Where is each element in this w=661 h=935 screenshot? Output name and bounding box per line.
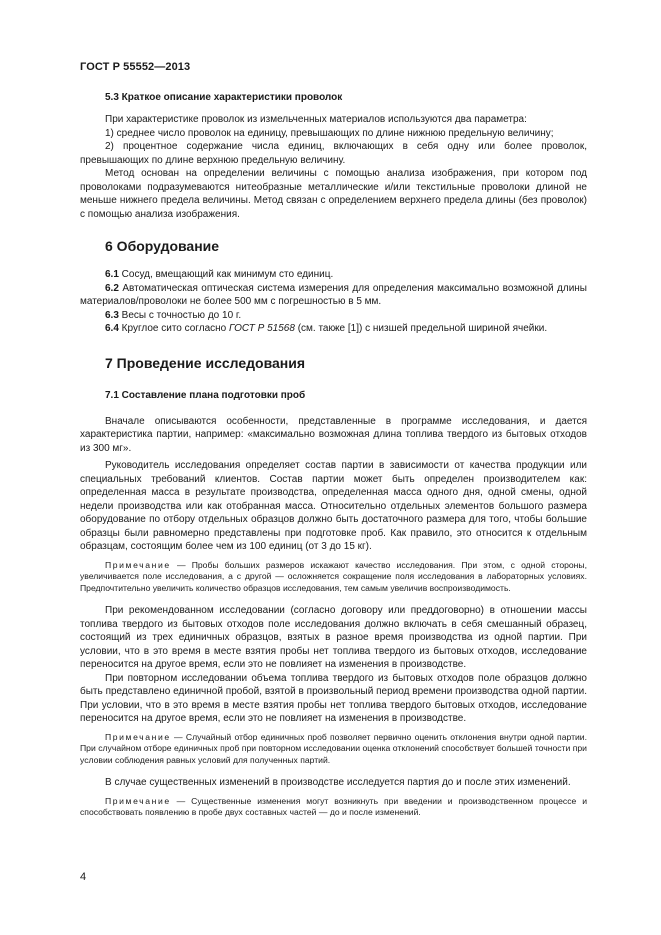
list-item: 2) процентное содержание числа единиц, включающих в себя одну или более проволок, превышающих по длине верхнюю предельную величину. bbox=[80, 141, 587, 166]
section-heading-7: 7 Проведение исследования bbox=[105, 354, 306, 371]
note: Примечание — Существенные изменения могут возникнуть при введении и производственном процессе и способствовать появлению в пробе двух составных частей — до и после изменений. bbox=[80, 795, 587, 817]
note: Примечание — Пробы больших размеров искажают качество исследования. При этом, с одной стороны, увеличивается поле исследования, а с другой — осложняется сокращение поля исследования в лабораторных условиях. Предпочтительно увеличить количество образцов исследования, тем самым увеличив воспроизводимость. bbox=[80, 559, 587, 593]
equipment-item: 6.3 Весы с точностью до 10 г. bbox=[105, 309, 242, 321]
page-content bbox=[80, 91, 587, 819]
paragraph: Вначале описываются особенности, представленные в программе исследования, и дается характеристика партии, например: «максимально возможная длина топлива твердого из бытовых отходов из 300 мг». bbox=[80, 415, 587, 454]
subsection-heading-7-1: 7.1 Составление плана подготовки проб bbox=[105, 389, 306, 401]
equipment-item: 6.1 Сосуд, вмещающий как минимум сто единиц. bbox=[105, 269, 334, 280]
note: Примечание — Случайный отбор единичных проб позволяет первично оценить отклонения внутри одной партии. При случайном отборе единичных проб при повторном исследовании оценка отклонений способствует большей точности при условии соблюдения равных условий для полученных партий. bbox=[80, 731, 587, 765]
paragraph: Руководитель исследования определяет состав партии в зависимости от качества продукции или специальных требований клиентов. Состав партии может быть определен производителем как: определенная масса в результате производства, определенная масса одного дня, одной смены, одной недели производства или как отобранная масса. Относительно отдельных элементов большого размера оборудование по отбору отдельных образцов должно быть достаточного размера для того, чтобы большие образцы были равномерно представлены при подготовке проб. Как правило, это относится к отдельным образцам, состоящим более чем из 100 единиц (от 3 до 15 кг). bbox=[80, 460, 587, 552]
equipment-item: 6.4 Круглое сито согласно ГОСТ Р 51568 (см. также [1]) с низшей предельной шириной ячейки. bbox=[105, 323, 548, 334]
standard-reference: ГОСТ Р 51568 bbox=[229, 323, 295, 334]
list-item: 1) среднее число проволок на единицу, превышающих по длине нижнюю предельную величину; bbox=[105, 127, 554, 139]
equipment-item: 6.2 Автоматическая оптическая система измерения для определения максимально возможной длины материалов/проволоки не более 500 мм с погрешностью в 5 мм. bbox=[80, 282, 587, 307]
subsection-heading-5-3: 5.3 Краткое описание характеристики проволок bbox=[105, 92, 343, 103]
paragraph: При характеристике проволок из измельченных материалов используются два параметра: bbox=[105, 114, 527, 125]
document-header: ГОСТ Р 55552—2013 bbox=[80, 61, 191, 73]
paragraph: В случае существенных изменений в производстве исследуется партия до и после этих изменений. bbox=[105, 777, 571, 788]
paragraph: При повторном исследовании объема топлива твердого из бытовых отходов поле образцов должно быть представлено единичной пробой, взятой в произвольный период времени производства одной партии. При условии, что в это время в месте взятия пробы нет топлива твердого бытовых отходов, исследование переносится на другое время, если это не повлияет на изменения в производстве. bbox=[80, 672, 587, 724]
section-heading-6: 6 Оборудование bbox=[105, 238, 220, 254]
paragraph: При рекомендованном исследовании (согласно договору или преддоговорно) в отношении массы топлива твердого из бытовых отходов поле исследования должно включать в себя смешанный образец, состоящий из трех единичных образцов, взятых в разное время производства из одной партии. При условии, что в это время в месте взятия пробы нет топлива твердого из бытовых отходов, исследование переносится на другое время, если это не повлияет на изменения в производстве. bbox=[80, 605, 587, 670]
page-number: 4 bbox=[80, 871, 87, 883]
paragraph: Метод основан на определении величины с помощью анализа изображения, при котором под проволоками подразумеваются нитеобразные металлические и/или текстильные проволоки длиной не меньше нижнего предела величины. Метод связан с определением верхнего предела длины (без проволок) с помощью анализа изображения. bbox=[80, 168, 587, 220]
